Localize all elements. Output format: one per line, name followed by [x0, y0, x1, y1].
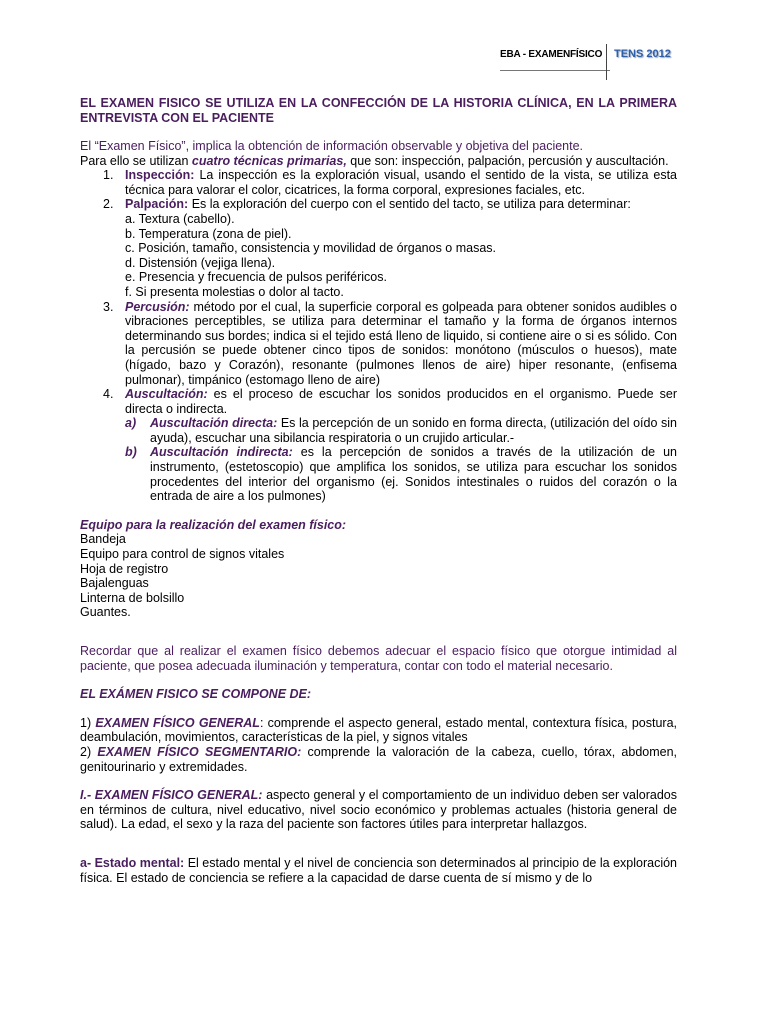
intro-text: Para ello se utilizan: [80, 153, 192, 168]
composition-item-general: [80, 716, 677, 745]
subitem-label: Auscultación directa:: [150, 416, 278, 431]
technique-label: Inspección:: [125, 168, 195, 183]
equipment-item: Guantes.: [80, 605, 131, 620]
palpation-subitems: [80, 212, 677, 300]
list-item: f. Si presenta molestias o dolor al tacto.: [125, 284, 344, 299]
composition-label: EXAMEN FÍSICO SEGMENTARIO:: [97, 744, 302, 759]
section-label: I.- EXAMEN FÍSICO GENERAL:: [80, 788, 263, 803]
list-number: 1): [80, 715, 96, 730]
section-general-paragraph: [80, 788, 677, 832]
technique-text: Es la exploración del cuerpo con el sentido del tacto, se utiliza para determinar:: [188, 197, 631, 212]
equipment-item: Bajalenguas: [80, 576, 149, 591]
list-number: 4.: [103, 387, 114, 402]
list-letter: a): [125, 416, 137, 431]
intro-line-1: El “Examen Físico”, implica la obtención de información observable y objetiva del paciente.: [80, 139, 584, 153]
section-text: aspecto general y el comportamiento de un individuo deben ser valorados en términos de cultura, nivel educativo, nivel socio económico y problemas actuales (historia general de salud). La edad, el sexo y la raza del paciente son factores útiles para interpretar hallazgos.: [80, 788, 678, 832]
composition-heading: EL EXÁMEN FISICO SE COMPONE DE:: [80, 687, 312, 702]
equipment-item: Hoja de registro: [80, 561, 169, 576]
technique-text: es el proceso de escuchar los sonidos producidos en el organismo. Puede ser directa o indirecta.: [125, 387, 677, 416]
equipment-item: Bandeja: [80, 532, 126, 547]
course-label: TENS 2012: [614, 48, 671, 60]
document-body: [80, 96, 677, 885]
section-label: a- Estado mental:: [80, 855, 185, 870]
list-item: d. Distensión (vejiga llena).: [125, 255, 276, 270]
header-underline: [500, 70, 610, 71]
equipment-item: Equipo para control de signos vitales: [80, 547, 285, 562]
technique-palpation: [80, 197, 677, 212]
section-mental-paragraph: [80, 856, 677, 885]
composition-text: : comprende el aspecto general, estado mental, contextura física, postura, deambulación, movimientos, características de la piel, y signos vitales: [80, 715, 678, 745]
composition-text: comprende la valoración de la cabeza, cuello, tórax, abdomen, genitourinario y extremidades.: [80, 744, 678, 774]
page-header: [0, 42, 768, 82]
technique-label: Palpación:: [125, 197, 189, 212]
technique-inspection: [80, 168, 677, 197]
list-item: e. Presencia y frecuencia de pulsos periféricos.: [125, 270, 387, 285]
page-title: EL EXAMEN FISICO SE UTILIZA EN LA CONFECCIÓN DE LA HISTORIA CLÍNICA, EN LA PRIMERA ENTREVISTA CON EL PACIENTE: [80, 96, 677, 125]
technique-percussion: [80, 300, 677, 388]
composition-label: EXAMEN FÍSICO GENERAL: [95, 715, 260, 730]
technique-label: Percusión:: [125, 299, 190, 314]
composition-item-segmental: [80, 745, 677, 774]
subitem-text: Es la percepción de un sonido en forma directa, (utilización del oído sin ayuda), escuchar una sibilancia respiratoria o un crujido articular.-: [150, 416, 677, 445]
subitem-text: es la percepción de sonidos a través de la utilización de un instrumento, (estetoscopio) que amplifica los sonidos, se utiliza para escuchar los sonidos procedentes del interior del organismo (ej. Sonidos intestinales o ruidos del corazón o la entrada de aire a los pulmones): [150, 445, 677, 504]
intro-emphasis: cuatro técnicas primarias,: [191, 153, 347, 168]
list-number: 1.: [103, 168, 114, 183]
auscultation-indirect: [80, 445, 677, 503]
section-text: El estado mental y el nivel de conciencia son determinados al principio de la exploración física. El estado de conciencia se refiere a la capacidad de darse cuenta de sí mismo y de lo: [80, 855, 678, 885]
equipment-item: Linterna de bolsillo: [80, 590, 185, 605]
list-letter: b): [125, 445, 137, 460]
list-item: b. Temperatura (zona de piel).: [125, 226, 292, 241]
technique-text: La inspección es la exploración visual, usando el sentido de la vista, se utiliza esta técnica para valorar el color, cicatrices, la forma corporal, expresiones faciales, etc.: [125, 168, 677, 197]
list-item: c. Posición, tamaño, consistencia y movilidad de órganos o masas.: [125, 241, 497, 256]
technique-text: método por el cual, la superficie corporal es golpeada para obtener sonidos audibles o vibraciones perceptibles, se utiliza para determinar el tamaño y la forma de órganos internos determinando sus bordes; indica si el tejido está lleno de liquido, si contiene aire o si es sólido. Con la percusión se puede obtener cinco tipos de sonidos: monótono (músculos o huesos), mate (hígado, bazo y Corazón), resonante (pulmones llenos de aire) hiper resonante, (enfisema pulmonar), timpánico (estomago lleno de aire): [125, 299, 677, 387]
list-item: a. Textura (cabello).: [125, 211, 235, 226]
list-number: 2.: [103, 197, 114, 212]
auscultation-direct: [80, 416, 677, 445]
intro-text-end: que son: inspección, palpación, percusión y auscultación.: [346, 153, 669, 168]
list-number: 3.: [103, 299, 114, 314]
technique-auscultation: [80, 387, 677, 416]
subitem-label: Auscultación indirecta:: [150, 445, 293, 460]
list-number: 2): [80, 744, 98, 759]
document-code: EBA - EXAMENFÍSICO: [500, 49, 603, 60]
reminder-paragraph: Recordar que al realizar el examen físico debemos adecuar el espacio físico que otorgue intimidad al paciente, que posea adecuada iluminación y temperatura, contar con todo el material necesario.: [80, 644, 677, 673]
header-divider: [606, 44, 607, 80]
equipment-heading: Equipo para la realización del examen físico:: [80, 517, 347, 532]
technique-label: Auscultación:: [125, 387, 208, 402]
intro-line-2: [80, 154, 677, 169]
